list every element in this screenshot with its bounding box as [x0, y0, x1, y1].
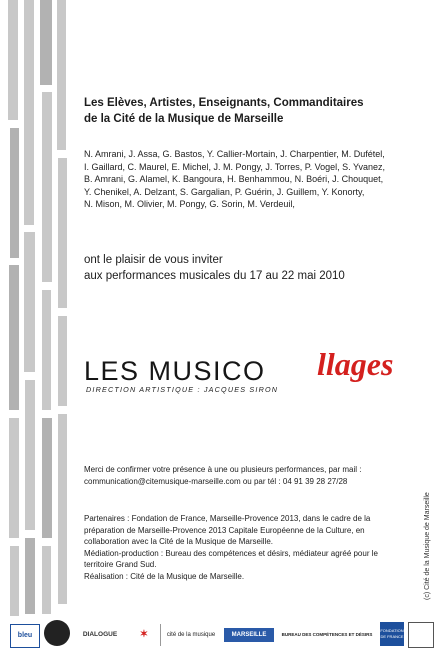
decorative-bar	[24, 232, 35, 372]
sponsor-logo-mark: ✶	[139, 628, 149, 640]
decorative-bar	[42, 418, 52, 538]
heading-line: de la Cité de la Musique de Marseille	[84, 113, 284, 125]
decorative-bar	[42, 290, 51, 410]
copyright-notice: (c) Cité de la Musique de Marseille	[424, 492, 431, 600]
names-line: N. Amrani, J. Assa, G. Bastos, Y. Callier-Mortain, J. Charpentier, M. Dufétel,	[84, 149, 385, 159]
rsvp-text	[84, 464, 410, 487]
names-list	[84, 148, 414, 211]
decorative-bar	[10, 128, 19, 258]
decorative-bar	[58, 414, 67, 604]
decorative-bar	[25, 538, 35, 614]
decorative-bar	[9, 265, 19, 410]
heading-line: Les Elèves, Artistes, Enseignants, Commanditaires	[84, 97, 364, 109]
invite-line: ont le plaisir de vous inviter	[84, 254, 223, 266]
logo-subtitle: DIRECTION ARTISTIQUE : JACQUES SIRON	[86, 385, 279, 394]
sponsor-logos	[8, 618, 436, 648]
decorative-bar	[58, 158, 67, 308]
logo-main-text: LES MUSICO	[84, 356, 266, 386]
decorative-bar	[57, 0, 66, 150]
partners-text	[84, 513, 410, 582]
decorative-bar	[24, 0, 34, 225]
partners-line: préparation de Marseille-Provence 2013 Capitale Européenne de la Culture, en	[84, 525, 365, 535]
sponsor-logo: MARSEILLE	[224, 628, 274, 642]
invite-line: aux performances musicales du 17 au 22 mai 2010	[84, 270, 345, 282]
partners-line: territoire Grand Sud.	[84, 560, 157, 569]
names-line: I. Gaillard, C. Maurel, E. Michel, J. M. Pongy, J. Torres, P. Vogel, S. Yvanez,	[84, 161, 385, 172]
sponsor-logo: bleu	[10, 624, 40, 648]
partners-line: Médiation-production : Bureau des compétences et désirs, médiateur agréé pour le	[84, 548, 378, 558]
decorative-bar	[8, 0, 18, 120]
sponsor-logo: cité de la musique	[160, 624, 221, 646]
sponsor-logo: BUREAU DES COMPÉTENCES ET DÉSIRS	[281, 631, 373, 637]
logo-script-text: llages	[317, 346, 394, 382]
names-line: Y. Chenikel, A. Delzant, S. Gargalian, P. Guérin, J. Guillem, Y. Konorty,	[84, 186, 365, 197]
sponsor-logo: FONDATION DE FRANCE	[380, 622, 404, 646]
sponsor-logo	[408, 622, 434, 648]
sponsor-logo	[44, 620, 70, 646]
partners-line: Partenaires : Fondation de France, Marseille-Provence 2013, dans le cadre de la	[84, 514, 371, 523]
sponsor-logo: DIALOGUE	[82, 630, 118, 638]
decorative-bar	[9, 418, 19, 538]
decorative-bar	[42, 92, 52, 282]
names-line: B. Amrani, G. Alamel, K. Bangoura, H. Benhammou, N. Boéri, J. Chouquet,	[84, 174, 384, 184]
partners-line: Réalisation : Cité de la Musique de Marseille.	[84, 571, 245, 581]
decorative-bar	[40, 0, 52, 85]
decorative-bar	[58, 316, 67, 406]
decorative-bar	[25, 380, 35, 530]
invitation-text	[84, 252, 424, 284]
invitation-heading	[84, 95, 424, 127]
decorative-bar	[42, 546, 51, 614]
rsvp-line[interactable]: communication@citemusique-marseille.com ou par tél : 04 91 39 28 27/28	[84, 476, 348, 486]
event-logo	[84, 346, 424, 400]
partners-line: collaboration avec la Cité de la Musique de Marseille.	[84, 537, 273, 546]
rsvp-line: Merci de confirmer votre présence à une ou plusieurs performances, par mail :	[84, 465, 362, 474]
names-line: N. Mison, M. Olivier, M. Pongy, G. Sorin, M. Verdeuil,	[84, 199, 295, 209]
decorative-bar	[10, 546, 19, 616]
decorative-left-strip	[0, 0, 76, 652]
